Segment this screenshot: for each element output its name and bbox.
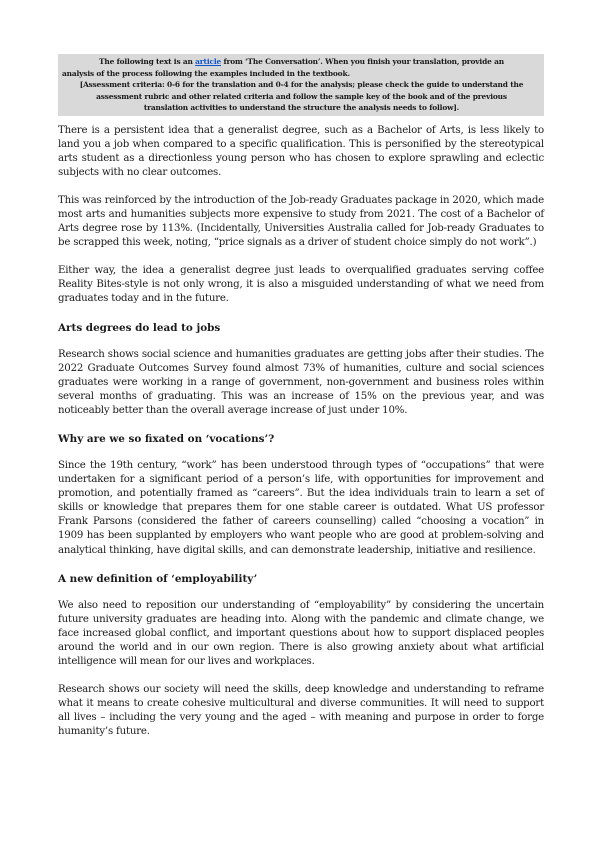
instruction-line-3: [Assessment criteria: 0-6 for the translation and 0-4 for the analysis; please check the guide to understand the (79, 80, 524, 89)
article-link[interactable]: article (195, 57, 222, 66)
paragraph-1: There is a persistent idea that a generalist degree, such as a Bachelor of Arts, is less likely to land you a job when compared to a specific qualification. This is personified by the stereotypical arts student as a directionless young person who has chosen to explore sprawling and eclectic subjects with no clear outcomes. (58, 124, 544, 178)
instruction-line-4: assessment rubric and other related criteria and follow the sample key of the book and of the previous (96, 91, 507, 101)
paragraph-7: Research shows our society will need the skills, deep knowledge and understanding to reframe what it means to create cohesive multicultural and diverse communities. It will need to support all lives – including the very young and the aged – with meaning and purpose in order to forge humanity’s future. (58, 684, 544, 738)
instruction-line-1 (62, 56, 541, 68)
paragraph-5: Since the 19th century, “work” has been understood through types of “occupations” that were undertaken for a significant period of a person’s life, with opportunities for improvement and promotion, and potentially framed as “careers”. But the idea individuals train to learn a set of skills or knowledge that prepares them for one stable career is outdated. What US professor Frank Parsons (considered the father of careers counselling) called “choosing a vocation” in 1909 has been supplanted by employers who want people who are good at problem-solving and analytical thinking, have digital skills, and can demonstrate leadership, initiative and resilience. (58, 460, 544, 556)
paragraph-4: Research shows social science and humanities graduates are getting jobs after their studies. The 2022 Graduate Outcomes Survey found almost 73% of humanities, culture and social sciences graduates were working in a range of government, non-government and business roles within several months of graduating. This was an increase of 15% on the previous year, and was noticeably better than the overall average increase of just under 10%. (58, 348, 544, 416)
instruction-text-before-link: The following text is an (99, 57, 196, 66)
paragraph-3: Either way, the idea a generalist degree just leads to overqualified graduates serving coffee Reality Bites-style is not only wrong, it is also a misguided understanding of what we need from graduates today and in the future. (58, 265, 544, 305)
instruction-line-2: analysis of the process following the examples included in the textbook. (62, 68, 350, 78)
heading-arts-degrees: Arts degrees do lead to jobs (58, 321, 221, 334)
paragraph-2: This was reinforced by the introduction of the Job-ready Graduates package in 2020, which made most arts and humanities subjects more expensive to study from 2021. The cost of a Bachelor of Arts degree rose by 113%. (Incidentally, Universities Australia called for Job-ready Graduates to be scrapped this week, noting, “price signals as a driver of student choice simply do not work”.) (58, 194, 544, 249)
instruction-line-5: translation activities to understand the structure the analysis needs to follow]. (143, 103, 460, 112)
instruction-box (58, 54, 544, 116)
heading-employability: A new definition of ‘employability’ (58, 572, 258, 585)
paragraph-6: We also need to reposition our understanding of “employability” by considering the uncertain future university graduates are heading into. Along with the pandemic and climate change, we face increased global conflict, and important questions about how to support displaced peoples around the world and in our own region. There is also growing anxiety about what artificial intelligence will mean for our lives and workplaces. (58, 599, 544, 668)
document-page (58, 54, 544, 754)
heading-vocations: Why are we so fixated on ‘vocations’? (58, 433, 275, 445)
instruction-text-after-link: from ‘The Conversation’. When you finish your translation, provide an (221, 57, 504, 66)
